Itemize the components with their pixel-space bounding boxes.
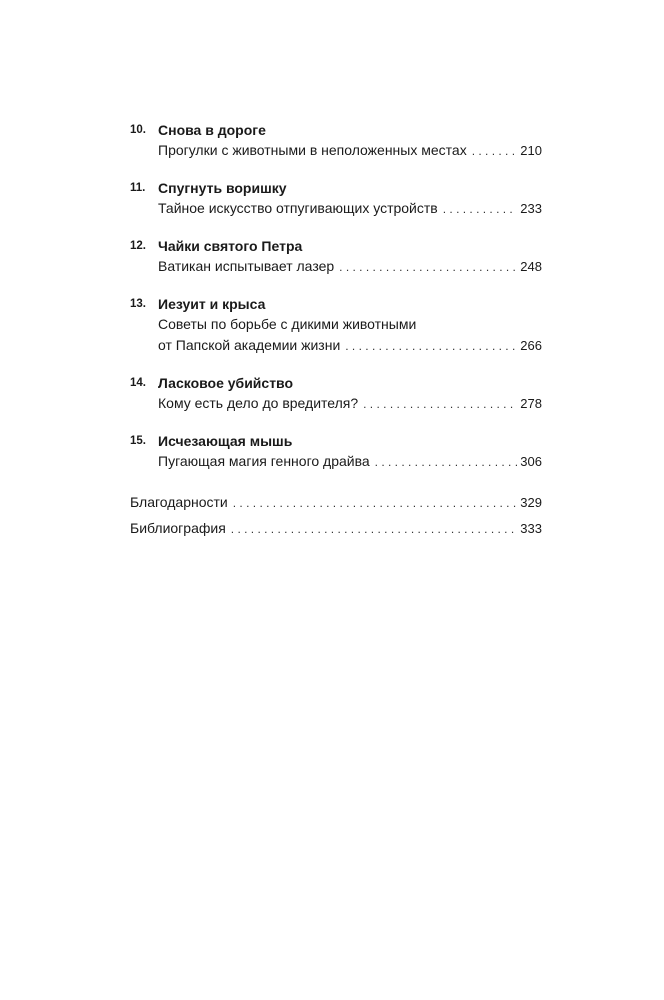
toc-entry-acknowledgements (130, 489, 542, 515)
chapter-subtitle-entry (158, 198, 542, 219)
chapter-subtitle: от Папской академии жизни (158, 337, 341, 353)
toc-chapter-10 (130, 120, 542, 161)
toc-chapter-15 (130, 431, 542, 472)
dot-leader (345, 336, 517, 357)
chapter-number: 13. (130, 298, 146, 310)
toc-chapter-13 (130, 294, 542, 356)
page-number: 329 (520, 495, 542, 510)
dot-leader (339, 257, 517, 278)
chapter-title: Спугнуть воришку (158, 180, 287, 196)
chapter-title: Исчезающая мышь (158, 433, 293, 449)
dot-leader (231, 516, 518, 542)
page-number: 210 (520, 143, 542, 158)
chapter-heading (130, 294, 542, 314)
chapter-title: Чайки святого Петра (158, 238, 303, 254)
toc-chapter-14 (130, 373, 542, 414)
chapter-heading (130, 373, 542, 393)
dot-leader (363, 394, 517, 415)
dot-leader (233, 490, 518, 516)
chapter-title: Иезуит и крыса (158, 296, 266, 312)
chapter-subtitle-entry (158, 335, 542, 356)
chapter-subtitle: Тайное искусство отпугивающих устройств (158, 200, 438, 216)
page-number: 266 (520, 338, 542, 353)
entry-title: Благодарности (130, 494, 228, 510)
table-of-contents (130, 120, 542, 541)
dot-leader (472, 141, 518, 162)
chapter-title: Снова в дороге (158, 122, 266, 138)
toc-chapter-11 (130, 178, 542, 219)
chapter-subtitle: Прогулки с животными в неположенных местах (158, 142, 467, 158)
page-number: 248 (520, 259, 542, 274)
toc-entry-bibliography (130, 515, 542, 541)
chapter-subtitle-entry (158, 140, 542, 161)
chapter-heading (130, 431, 542, 451)
chapter-subtitle-line: Советы по борьбе с дикими животными (158, 316, 417, 332)
chapter-heading (130, 120, 542, 140)
back-matter (130, 489, 542, 541)
chapter-title: Ласковое убийство (158, 375, 294, 391)
page-number: 306 (520, 454, 542, 469)
chapter-number: 11. (130, 182, 146, 194)
dot-leader (375, 452, 518, 473)
chapter-subtitle-entry (158, 393, 542, 414)
page-number: 233 (520, 201, 542, 216)
chapter-subtitle-entry (158, 451, 542, 472)
chapter-subtitle-entry (158, 256, 542, 277)
chapter-number: 15. (130, 435, 146, 447)
toc-chapter-12 (130, 236, 542, 277)
chapter-subtitle: Ватикан испытывает лазер (158, 258, 335, 274)
page-number: 278 (520, 396, 542, 411)
page-number: 333 (520, 521, 542, 536)
chapter-subtitle: Кому есть дело до вредителя? (158, 395, 359, 411)
chapter-heading (130, 236, 542, 256)
chapter-subtitle: Пугающая магия генного драйва (158, 453, 370, 469)
entry-title: Библиография (130, 520, 226, 536)
chapter-number: 14. (130, 377, 146, 389)
chapter-number: 12. (130, 240, 146, 252)
chapter-number: 10. (130, 124, 146, 136)
dot-leader (443, 199, 518, 220)
chapter-heading (130, 178, 542, 198)
